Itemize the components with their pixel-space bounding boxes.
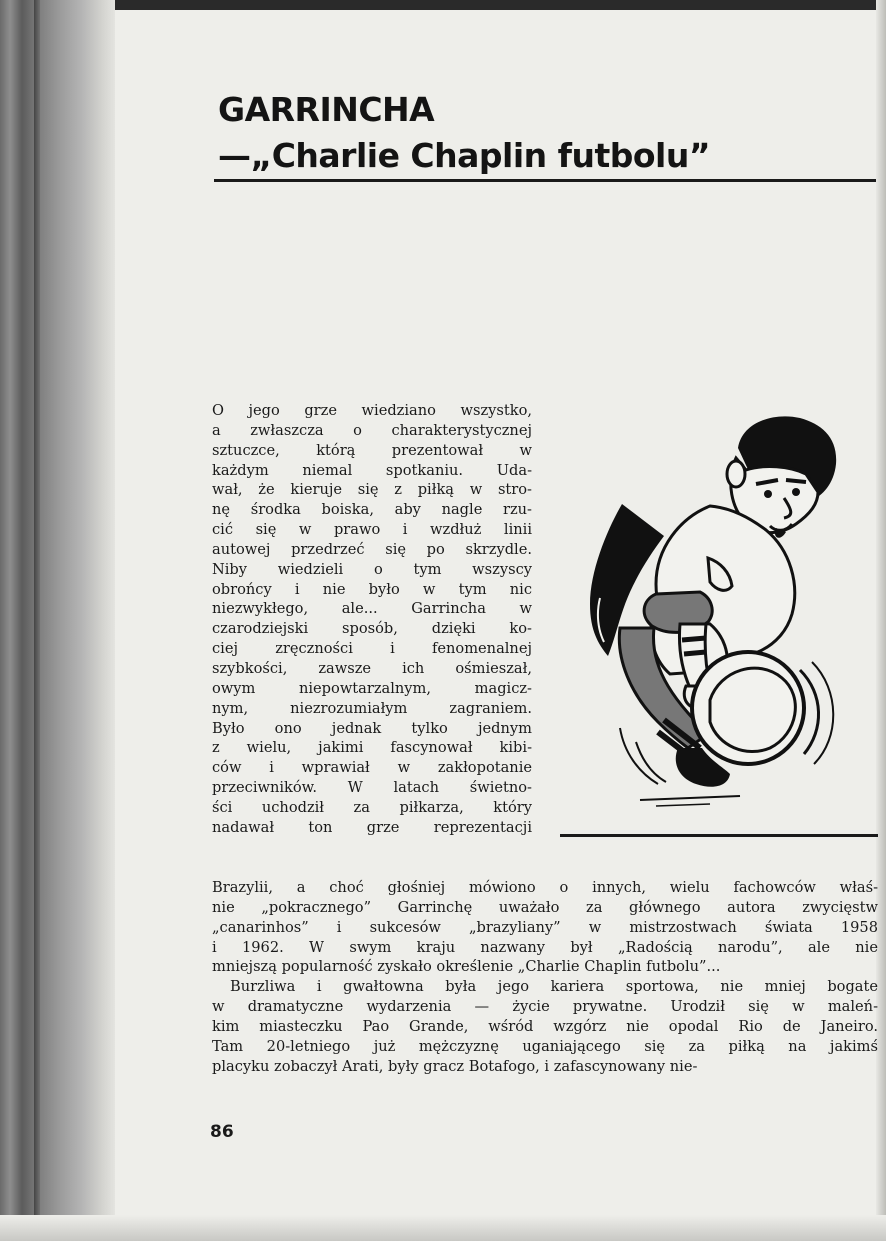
text-line: ści uchodził za piłkarza, który [212, 798, 532, 816]
text-line: Brazylii, a choć głośniej mówiono o innych, wielu fachowców właś- [212, 879, 878, 896]
text-line: nę środka boiska, aby nagle rzu- [212, 501, 532, 519]
narrow-text-column [212, 401, 532, 838]
text-line: a zwłaszcza o charakterystycznej [212, 421, 532, 439]
text-line: cić się w prawo i wzdłuż linii [212, 521, 532, 539]
page-bottom-shade [0, 1215, 886, 1241]
text-line: mniejszą popularność zyskało określenie „Charlie Chaplin futbolu”... [212, 958, 721, 976]
text-line: sztuczce, którą prezentował w [212, 441, 532, 459]
text-line: Tam 20-letniego już mężczyznę uganiającego się za piłką na jakimś [212, 1037, 878, 1055]
article-subtitle: —„Charlie Chaplin futbolu” [218, 136, 711, 175]
book-spine-shadow [0, 0, 115, 1241]
text-line: Było ono jednak tylko jednym [212, 719, 532, 737]
text-line: autowej przedrzeć się po skrzydle. [212, 540, 532, 558]
footballer-caricature-icon [560, 408, 880, 840]
illustration-rule [560, 834, 878, 837]
text-line: kim miasteczku Pao Grande, wśród wzgórz nie opodal Rio de Janeiro. [212, 1017, 878, 1035]
page-number: 86 [210, 1122, 234, 1142]
text-line: owym niepowtarzalnym, magicz- [212, 679, 532, 697]
scan-top-edge [0, 0, 886, 10]
wide-text-column [212, 878, 878, 1076]
text-line: nie „pokracznego” Garrinchę uważało za głównego autora zwycięstw [212, 898, 878, 916]
text-line: niezwykłego, ale... Garrincha w [212, 600, 532, 618]
text-line: w dramatyczne wydarzenia — życie prywatne. Urodził się w maleń- [212, 998, 878, 1016]
text-line: nadawał ton grze reprezentacji [212, 818, 532, 836]
text-line: ców i wprawiał w zakłopotanie [212, 759, 532, 777]
text-line: przeciwników. W latach świetno- [212, 779, 532, 797]
text-line: każdym niemal spotkaniu. Uda- [212, 461, 532, 479]
text-line: obrońcy i nie było w tym nic [212, 580, 532, 598]
text-line: i 1962. W swym kraju nazwany był „Radością narodu”, ale nie [212, 938, 878, 956]
text-line: czarodziejski sposób, dzięki ko- [212, 620, 532, 638]
text-line: Burzliwa i gwałtowna była jego kariera sportowa, nie mniej bogate [230, 978, 878, 996]
text-line: O jego grze wiedziano wszystko, [212, 402, 532, 419]
text-line: nym, niezrozumiałym zagraniem. [212, 699, 532, 717]
text-line: placyku zobaczył Arati, były gracz Botafogo, i zafascynowany nie- [212, 1057, 698, 1075]
article-title: GARRINCHA [218, 90, 435, 129]
text-line: z wielu, jakimi fascynował kibi- [212, 739, 532, 757]
text-line: szybkości, zawsze ich ośmieszał, [212, 659, 532, 677]
text-line: „canarinhos” i sukcesów „brazyliany” w mistrzostwach świata 1958 [212, 918, 878, 936]
book-spine-fold [34, 0, 40, 1241]
title-rule [214, 179, 876, 182]
text-line: wał, że kieruje się z piłką w stro- [212, 481, 532, 499]
text-line: Niby wiedzieli o tym wszyscy [212, 560, 532, 578]
text-line: ciej zręczności i fenomenalnej [212, 640, 532, 658]
